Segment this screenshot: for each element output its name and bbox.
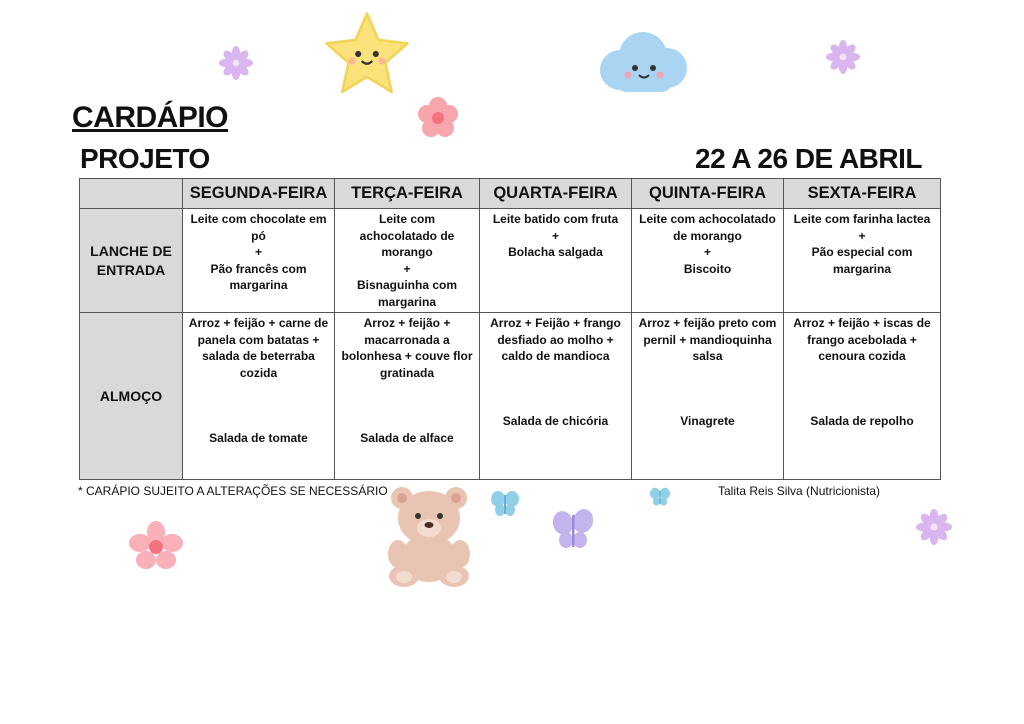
menu-cell xyxy=(480,313,632,480)
plus-sign: + xyxy=(551,228,559,243)
cloud-icon xyxy=(595,28,690,96)
table-header-row xyxy=(80,179,941,209)
butterfly-icon xyxy=(551,509,595,551)
menu-cell xyxy=(632,209,784,313)
menu-item: Arroz + feijão preto com pernil + mandioquinha salsa xyxy=(638,316,777,363)
page-title: CARDÁPIO xyxy=(72,101,229,134)
menu-table xyxy=(79,178,941,480)
date-range: 22 A 26 DE ABRIL xyxy=(695,143,922,174)
menu-cell xyxy=(480,209,632,313)
flower-icon xyxy=(416,96,460,140)
salad-item: Salada de alface xyxy=(360,431,454,445)
disclaimer-note: * CARÁPIO SUJEITO A ALTERAÇÕES SE NECESSÁRIO xyxy=(78,484,388,498)
menu-item: Arroz + feijão + macarronada a bolonhesa + couve flor gratinada xyxy=(341,316,473,380)
menu-item: Leite com achocolatado de morango xyxy=(639,212,776,243)
flower-icon xyxy=(128,521,184,571)
teddy-bear-icon xyxy=(380,484,478,588)
menu-item: Arroz + feijão + iscas de frango acebolada + cenoura cozida xyxy=(793,316,931,363)
column-header: QUINTA-FEIRA xyxy=(632,179,784,209)
salad-item: Vinagrete xyxy=(680,414,735,428)
nutritionist-signature: Talita Reis Silva (Nutricionista) xyxy=(718,484,881,498)
salad-item: Salada de chicória xyxy=(502,414,609,428)
menu-cell xyxy=(632,313,784,480)
plus-sign: + xyxy=(254,245,262,259)
menu-item: Biscoito xyxy=(683,261,732,276)
menu-item: Pão francês com margarina xyxy=(210,261,307,292)
plus-sign: + xyxy=(403,261,411,276)
column-header: SEGUNDA-FEIRA xyxy=(183,179,335,209)
menu-cell xyxy=(784,209,941,313)
butterfly-icon xyxy=(649,487,671,507)
project-label: PROJETO xyxy=(80,143,210,174)
table-row xyxy=(80,313,941,480)
menu-item: Leite com farinha lactea xyxy=(793,212,931,226)
menu-item: Bolacha salgada xyxy=(508,245,603,259)
menu-item: Leite com achocolatado de morango xyxy=(359,212,455,259)
menu-item: Bisnaguinha com margarina xyxy=(356,278,457,309)
column-header: QUARTA-FEIRA xyxy=(480,179,632,209)
row-label-almoco: ALMOÇO xyxy=(80,313,183,480)
menu-cell xyxy=(335,313,480,480)
corner-cell xyxy=(80,179,183,209)
butterfly-icon xyxy=(490,490,520,518)
column-header: TERÇA-FEIRA xyxy=(335,179,480,209)
table-row xyxy=(80,209,941,313)
plus-sign: + xyxy=(858,228,866,243)
flower-icon xyxy=(219,46,253,80)
menu-item: Arroz + feijão + carne de panela com batatas + salada de beterraba cozida xyxy=(188,316,329,380)
salad-item: Salada de tomate xyxy=(209,431,308,445)
row-label-lanche: LANCHE DE ENTRADA xyxy=(80,209,183,313)
flower-icon xyxy=(916,509,952,545)
menu-item: Leite batido com fruta xyxy=(492,212,619,226)
menu-item: Pão especial com margarina xyxy=(811,245,913,276)
menu-item: Arroz + Feijão + frango desfiado ao molho + caldo de mandioca xyxy=(490,316,621,363)
menu-cell xyxy=(183,313,335,480)
star-icon xyxy=(323,10,411,98)
column-header: SEXTA-FEIRA xyxy=(784,179,941,209)
plus-sign: + xyxy=(703,245,711,259)
menu-item: Leite com chocolate em pó xyxy=(190,212,327,243)
menu-cell xyxy=(335,209,480,313)
menu-cell xyxy=(784,313,941,480)
salad-item: Salada de repolho xyxy=(810,414,914,428)
menu-cell xyxy=(183,209,335,313)
flower-icon xyxy=(826,40,860,74)
